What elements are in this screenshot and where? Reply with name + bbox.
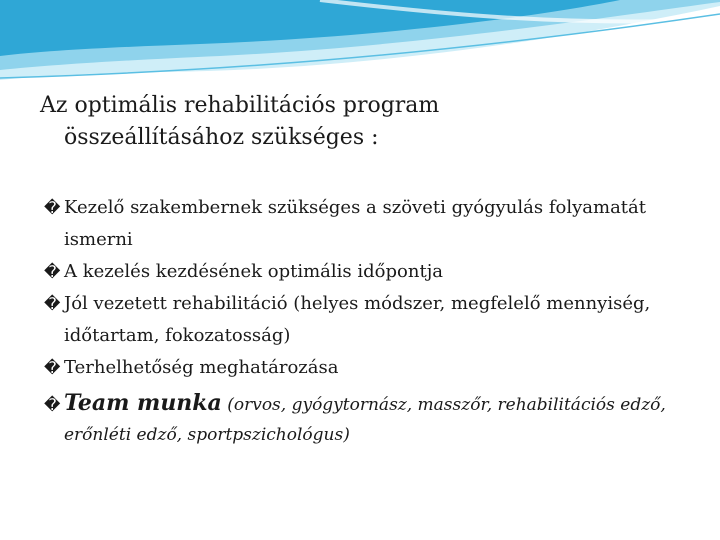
bullet-list — [44, 192, 684, 450]
slide-title — [40, 90, 680, 154]
bullet-item — [44, 352, 684, 384]
bullet-text: A kezelés kezdésének optimális időpontja — [64, 261, 444, 282]
bullet-text: Jól vezetett rehabilitáció (helyes módszer, megfelelő mennyiség, időtartam, fokozatosság) — [64, 293, 651, 346]
bullet-text: Terhelhetőség meghatározása — [64, 357, 339, 378]
bullet-item — [44, 288, 684, 352]
bullet-item-team — [44, 388, 684, 450]
header-wave-decoration — [0, 0, 720, 90]
bullet-marker: � — [44, 198, 61, 217]
bullet-item — [44, 192, 684, 256]
bullet-marker: � — [44, 358, 61, 377]
title-line-1: Az optimális rehabilitációs program — [40, 93, 440, 118]
title-line-2: összeállításához szükséges : — [64, 125, 379, 150]
team-heading: Team munka — [64, 390, 222, 416]
bullet-item — [44, 256, 684, 288]
bullet-text: Kezelő szakembernek szükséges a szöveti gyógyulás folyamatát ismerni — [64, 197, 647, 250]
bullet-marker: � — [44, 294, 61, 313]
bullet-marker: � — [44, 395, 61, 414]
team-members: (orvos, gyógytornász, masszőr, rehabilitációs edző, erőnléti edző, sportpszichológus) — [64, 395, 666, 445]
bullet-marker: � — [44, 262, 61, 281]
